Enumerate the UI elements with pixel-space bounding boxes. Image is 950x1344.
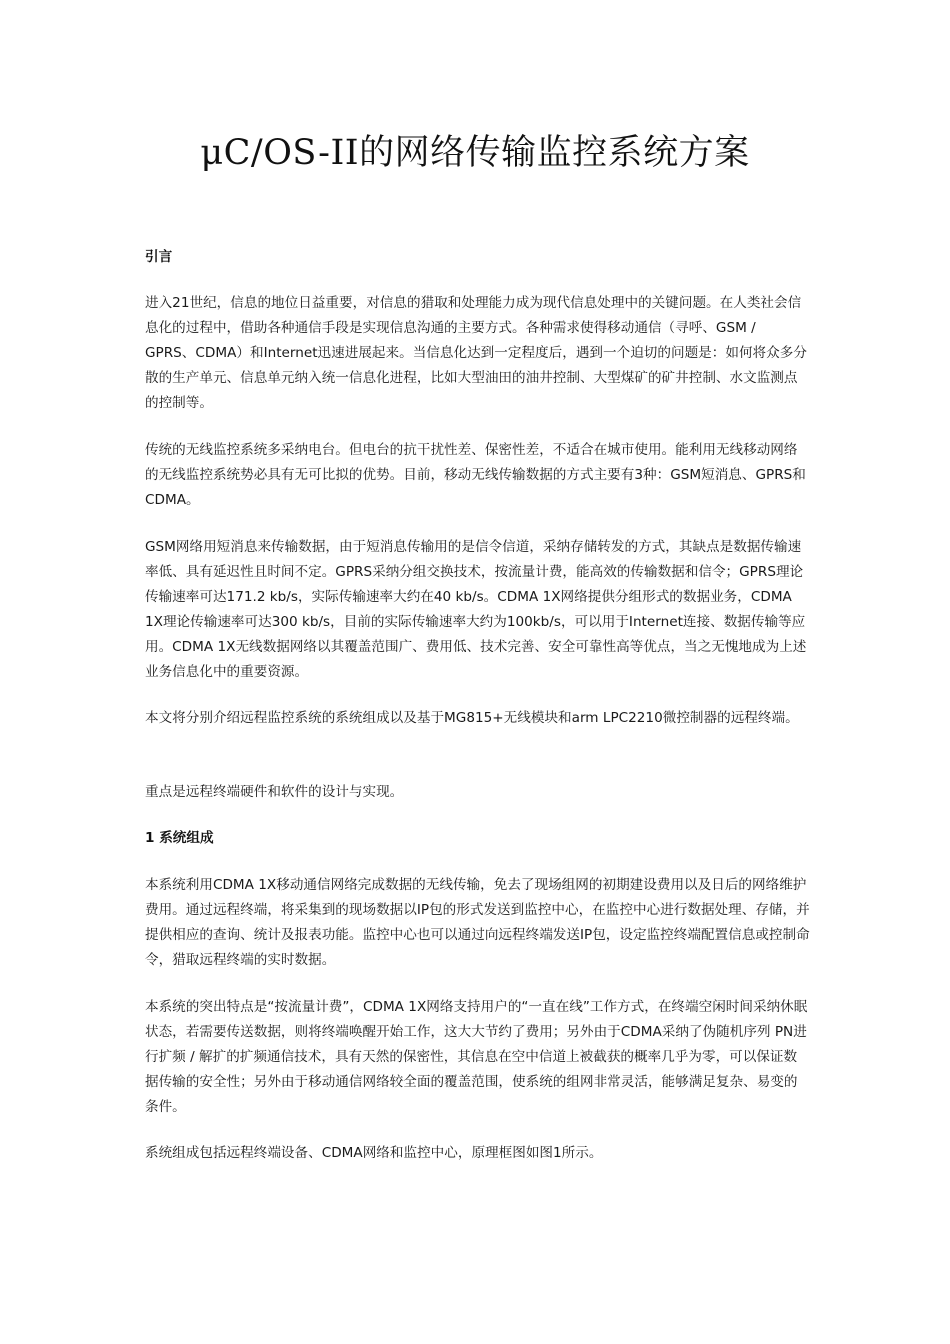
intro-paragraph-1: 进入21世纪，信息的地位日益重要，对信息的猎取和处理能力成为现代信息处理中的关键问题。在人类社会信息化的过程中，借助各种通信手段是实现信息沟通的主要方式。各种需求使得移动通信（寻呼、GSM / GPRS、CDMA）和Internet迅速进展起来。当信息化达到一定程度后，遇到一个迫切的问题是：如何将众多分散的生产单元、信息单元纳入统一信息化进程，比如大型油田的油井控制、大型煤矿的矿井控制、水文监测点的控制等。 xyxy=(145,295,807,411)
intro-paragraph-2: 传统的无线监控系统多采纳电台。但电台的抗干扰性差、保密性差，不适合在城市使用。能利用无线移动网络的无线监控系统势必具有无可比拟的优势。目前，移动无线传输数据的方式主要有3种：GSM短消息、GPRS和CDMA。 xyxy=(145,442,806,508)
intro-paragraph-3: GSM网络用短消息来传输数据，由于短消息传输用的是信令信道，采纳存储转发的方式，其缺点是数据传输速率低、具有延迟性且时间不定。GPRS采纳分组交换技术，按流量计费，能高效的传输数据和信令；GPRS理论传输速率可达171.2 kb/s，实际传输速率大约在40 kb/s。CDMA 1X网络提供分组形式的数据业务，CDMA 1X理论传输速率可达300 kb/s，目前的实际传输速率大约为100kb/s，可以用于Internet连接、数据传输等应用。CDMA 1X无线数据网络以其覆盖范围广、费用低、技术完善、安全可靠性高等优点，当之无愧地成为上述业务信息化中的重要资源。 xyxy=(145,539,807,680)
section-1-paragraph-3: 系统组成包括远程终端设备、CDMA网络和监控中心，原理框图如图1所示。 xyxy=(145,1145,603,1161)
section-1-heading: 1 系统组成 xyxy=(145,830,214,846)
intro-paragraph-4: 本文将分别介绍远程监控系统的系统组成以及基于MG815+无线模块和arm LPC2210微控制器的远程终端。 xyxy=(145,710,799,726)
document-title: μC/OS-II的网络传输监控系统方案 xyxy=(200,133,750,173)
section-1-paragraph-2: 本系统的突出特点是“按流量计费”，CDMA 1X网络支持用户的“一直在线”工作方式，在终端空闲时间采纳休眠状态，若需要传送数据，则将终端唤醒开始工作，这大大节约了费用；另外由于CDMA采纳了伪随机序列 PN进行扩频 / 解扩的扩频通信技术，具有天然的保密性，其信息在空中信道上被截获的概率几乎为零，可以保证数据传输的安全性；另外由于移动通信网络较全面的覆盖范围，使系统的组网非常灵活，能够满足复杂、易变的条件。 xyxy=(145,999,808,1115)
intro-paragraph-5: 重点是远程终端硬件和软件的设计与实现。 xyxy=(145,784,404,800)
intro-heading: 引言 xyxy=(145,249,173,265)
section-1-paragraph-1: 本系统利用CDMA 1X移动通信网络完成数据的无线传输，免去了现场组网的初期建设费用以及日后的网络维护费用。通过远程终端，将采集到的现场数据以IP包的形式发送到监控中心，在监控中心进行数据处理、存储，并提供相应的查询、统计及报表功能。监控中心也可以通过向远程终端发送IP包，设定监控终端配置信息或控制命令，猎取远程终端的实时数据。 xyxy=(145,877,810,968)
